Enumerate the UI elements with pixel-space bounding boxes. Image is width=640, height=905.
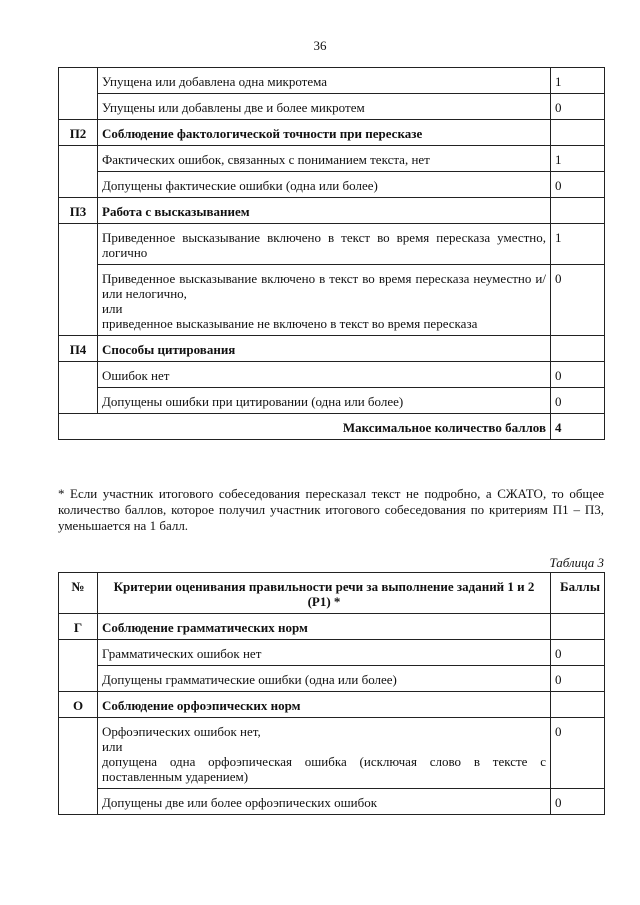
- speech-criteria-table: [58, 572, 605, 815]
- text-line: или: [102, 301, 123, 316]
- table-row: [59, 388, 605, 414]
- total-label: Максимальное количество баллов: [59, 414, 551, 440]
- score-cell: 0: [551, 666, 605, 692]
- criterion-text: Грамматических ошибок нет: [98, 640, 551, 666]
- table-row: [59, 265, 605, 336]
- table-row: [59, 789, 605, 815]
- section-header-row: [59, 198, 605, 224]
- table-row: [59, 94, 605, 120]
- code-cell: [59, 362, 98, 414]
- total-row: [59, 414, 605, 440]
- table-header-row: [59, 573, 605, 614]
- section-title: Соблюдение фактологической точности при пересказе: [98, 120, 551, 146]
- score-cell: 0: [551, 789, 605, 815]
- table-row: [59, 68, 605, 94]
- section-header-row: [59, 120, 605, 146]
- section-header-row: [59, 336, 605, 362]
- text-line: Приведенное высказывание включено в текст во время пересказа неуместно и/или нелогично,: [102, 271, 546, 301]
- score-cell: 0: [551, 718, 605, 789]
- criterion-text: Допущены фактические ошибки (одна или более): [98, 172, 551, 198]
- score-cell: [551, 198, 605, 224]
- criterion-text: Упущены или добавлены две и более микротем: [98, 94, 551, 120]
- table-row: [59, 224, 605, 265]
- score-cell: 1: [551, 146, 605, 172]
- criterion-text: Упущена или добавлена одна микротема: [98, 68, 551, 94]
- code-cell: [59, 146, 98, 198]
- criterion-text: [98, 265, 551, 336]
- code-cell: [59, 224, 98, 336]
- table-row: [59, 666, 605, 692]
- criterion-text: Допущены грамматические ошибки (одна или более): [98, 666, 551, 692]
- score-cell: [551, 120, 605, 146]
- code-cell: [59, 640, 98, 692]
- section-title: Соблюдение орфоэпических норм: [98, 692, 551, 718]
- score-cell: 0: [551, 172, 605, 198]
- header-num: №: [59, 573, 98, 614]
- code-cell: [59, 68, 98, 120]
- section-code: П4: [59, 336, 98, 362]
- section-title: Способы цитирования: [98, 336, 551, 362]
- table-row: [59, 718, 605, 789]
- score-cell: 0: [551, 388, 605, 414]
- section-code: О: [59, 692, 98, 718]
- criteria-table-continued: [58, 67, 605, 440]
- table-row: [59, 362, 605, 388]
- table-row: [59, 172, 605, 198]
- header-criteria: Критерии оценивания правильности речи за выполнение заданий 1 и 2 (Р1) *: [98, 573, 551, 614]
- section-code: П2: [59, 120, 98, 146]
- section-code: П3: [59, 198, 98, 224]
- score-cell: 1: [551, 68, 605, 94]
- criterion-text: Допущены две или более орфоэпических ошибок: [98, 789, 551, 815]
- score-cell: [551, 692, 605, 718]
- page-number: 36: [313, 38, 327, 53]
- code-cell: [59, 718, 98, 815]
- table-row: [59, 146, 605, 172]
- text-line: приведенное высказывание не включено в текст во время пересказа: [102, 316, 478, 331]
- score-cell: 0: [551, 640, 605, 666]
- text-line: Орфоэпических ошибок нет,: [102, 724, 261, 739]
- criterion-text: Ошибок нет: [98, 362, 551, 388]
- section-code: Г: [59, 614, 98, 640]
- table-caption: Таблица 3: [549, 555, 604, 570]
- table-row: [59, 640, 605, 666]
- text-line: или: [102, 739, 123, 754]
- score-cell: 1: [551, 224, 605, 265]
- text-line: допущена одна орфоэпическая ошибка (исключая слово в тексте с поставленным ударением): [102, 754, 546, 784]
- score-cell: [551, 614, 605, 640]
- section-title: Соблюдение грамматических норм: [98, 614, 551, 640]
- criterion-text: [98, 718, 551, 789]
- score-cell: [551, 336, 605, 362]
- header-points: Баллы: [551, 573, 605, 614]
- section-header-row: [59, 614, 605, 640]
- section-header-row: [59, 692, 605, 718]
- score-cell: 0: [551, 265, 605, 336]
- score-cell: 0: [551, 362, 605, 388]
- criterion-text: Фактических ошибок, связанных с пониманием текста, нет: [98, 146, 551, 172]
- criterion-text: Допущены ошибки при цитировании (одна или более): [98, 388, 551, 414]
- total-value: 4: [551, 414, 605, 440]
- criterion-text: Приведенное высказывание включено в текст во время пересказа уместно, логично: [98, 224, 551, 265]
- section-title: Работа с высказыванием: [98, 198, 551, 224]
- footnote: * Если участник итогового собеседования пересказал текст не подробно, а СЖАТО, то общее количество баллов, которое получил участник итогового собеседования по критериям П1 – П3, уменьшается на 1 балл.: [58, 486, 604, 533]
- score-cell: 0: [551, 94, 605, 120]
